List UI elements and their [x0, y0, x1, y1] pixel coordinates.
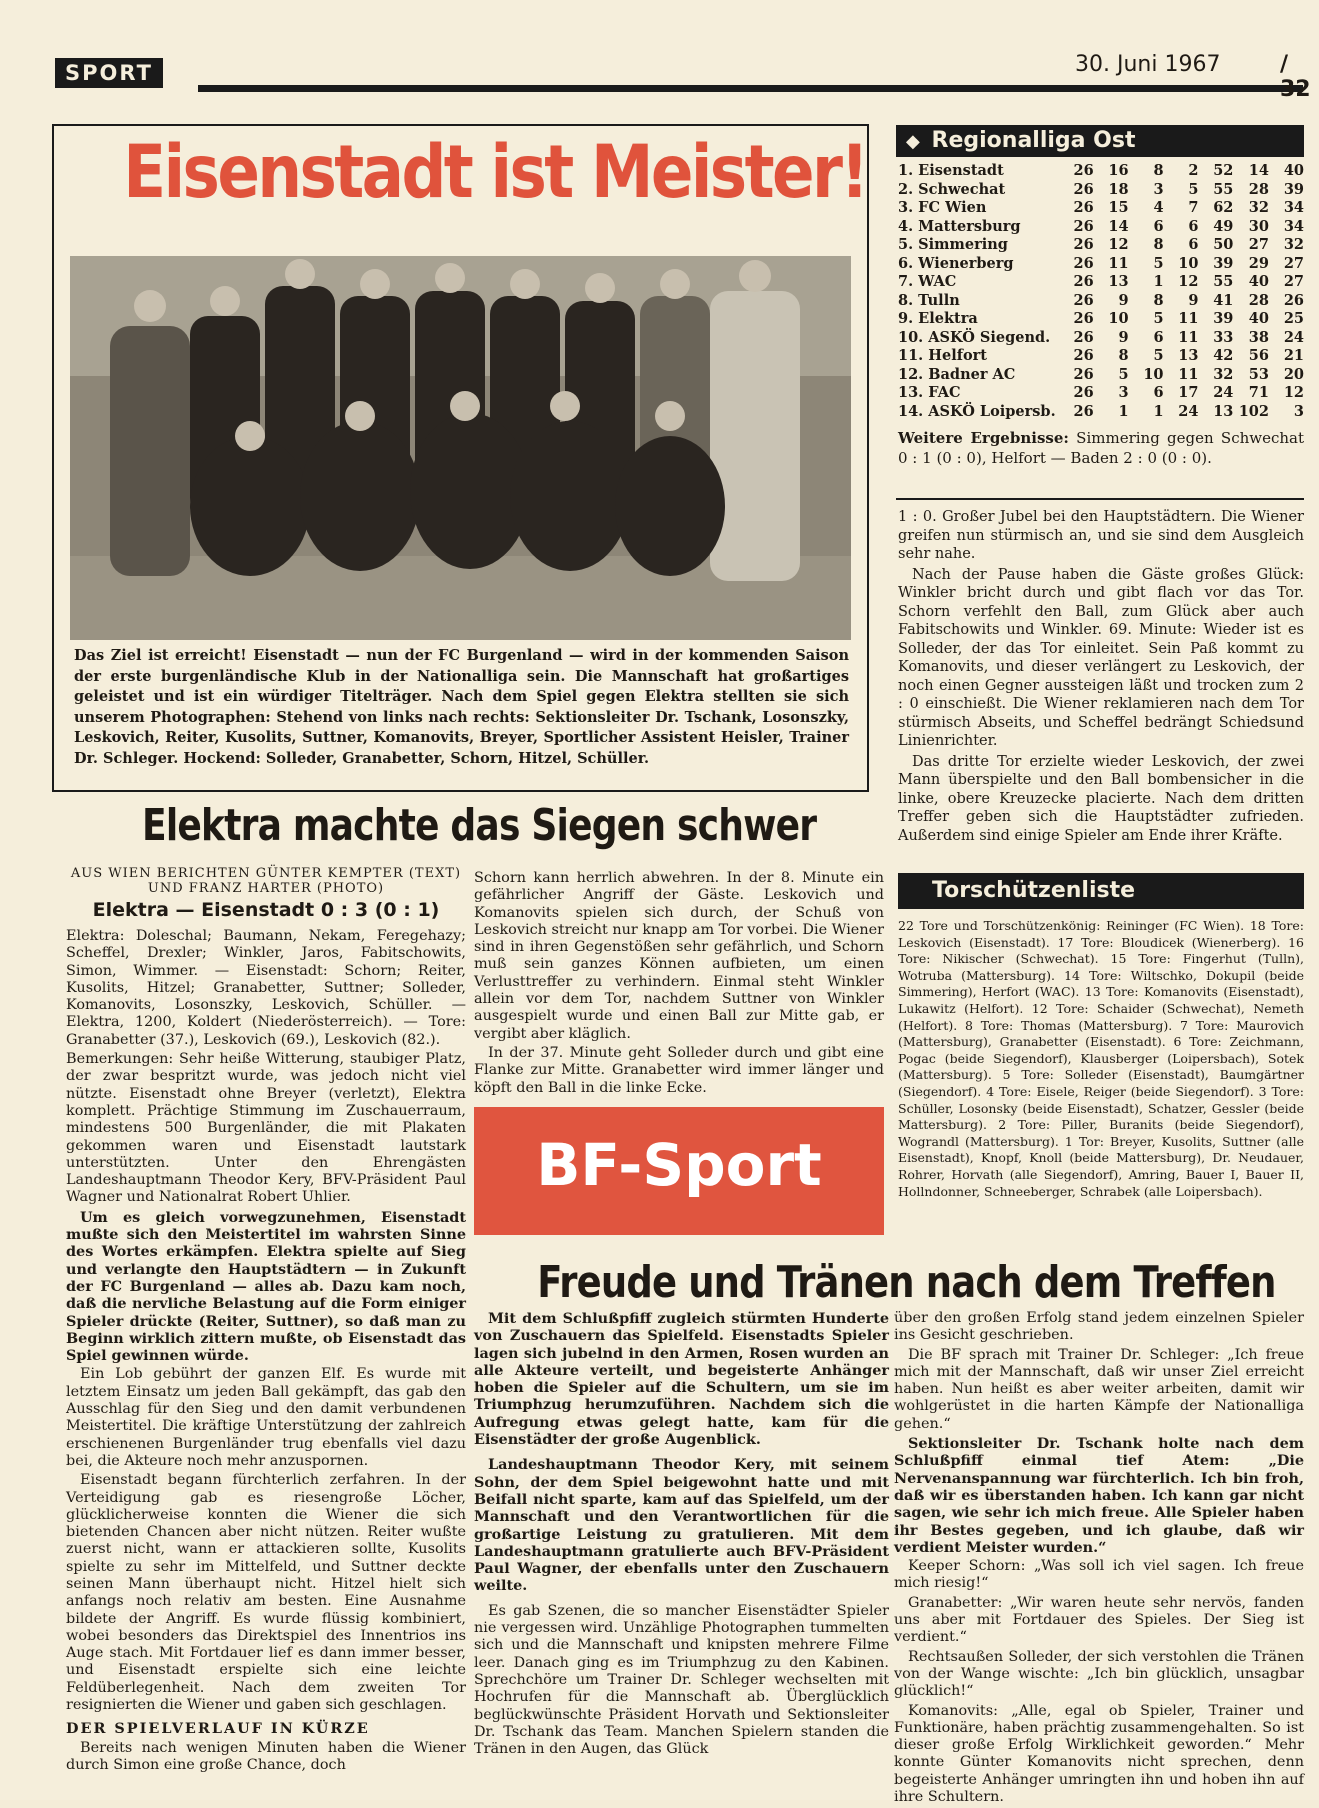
- league-table-row: [898, 162, 1304, 181]
- table-value: 10: [1108, 310, 1129, 327]
- team-name: 9. Elektra: [898, 310, 978, 327]
- table-value: 12: [1178, 273, 1199, 290]
- table-value: 28: [1248, 180, 1269, 198]
- table-value: 26: [1073, 236, 1094, 253]
- table-value: 26: [1073, 273, 1094, 290]
- league-table-row: [898, 273, 1304, 292]
- table-value: 8: [1153, 291, 1164, 309]
- table-value: 13: [1178, 347, 1199, 364]
- table-value: 11: [1178, 365, 1199, 383]
- team-photo-illustration: [70, 256, 851, 640]
- team-name: 4. Mattersburg: [898, 217, 1021, 235]
- table-value: 6: [1188, 236, 1199, 253]
- remarks-paragraph: Bemerkungen: Sehr heiße Witterung, staubiger Platz, der zwar bespritzt wurde, was jedoch nicht viel nützte. Eisenstadt ohne Breyer (verletzt), Elektra komplett. Prächtige Stimmung im Zuschauerraum, mindestens 500 Burgenländer, die mit Plakaten gekommen waren und Eisenstadt lautstark unterstützten. Unter den Ehrengästen Landeshauptmann Theodor Kery, BFV-Präsident Paul Wagner und Nationalrat Robert Uhlier.: [66, 1051, 466, 1206]
- table-value: 26: [1073, 180, 1094, 198]
- table-value: 33: [1213, 328, 1234, 346]
- table-value: 55: [1213, 180, 1234, 198]
- table-value: 26: [1073, 199, 1094, 216]
- report-paragraph: Komanovits: „Alle, egal ob Spieler, Trainer und Funktionäre, haben prächtig zusammengehalten. So ist dieser große Erfolg Wirklichkeit geworden.“ Mehr konnte Günter Komanovits nicht sprechen, denn begeisterte Anhänger umringten ihn und hoben ihn auf ihre Schultern.: [894, 1702, 1304, 1806]
- table-value: 18: [1108, 180, 1129, 198]
- table-value: 21: [1283, 347, 1304, 364]
- table-value: 5: [1153, 347, 1164, 364]
- page-number: / 32: [1280, 52, 1311, 102]
- further-results-label: Weitere Ergebnisse:: [898, 429, 1069, 447]
- table-value: 5: [1118, 365, 1129, 383]
- team-name: 12. Badner AC: [898, 365, 1016, 383]
- report-paragraph: Nach der Pause haben die Gäste großes Glück: Winkler bricht durch und gibt flach vor das Tor. Schorn verfehlt den Ball, zum Glück aber auch Fabitschowits und Winkler. 69. Minute: Wieder ist es Solleder, der das Tor einleitet. Sein Paß kommt zu Komanovits, und dieser verlängert zu Leskovich, der noch einen Gegner aussteigen läßt und trocken zum 2 : 0 einschießt. Die Wiener reklamieren nach dem Tor stürmisch Abseits, und Scheffel bedrängt Schiedsund Linienrichter.: [898, 566, 1304, 749]
- further-results-text: Simmering gegen Schwechat 0 : 1 (0 : 0), Helfort — Baden 2 : 0 (0 : 0).: [898, 429, 1304, 467]
- table-value: 26: [1073, 384, 1094, 401]
- table-value: 32: [1248, 199, 1269, 216]
- report-paragraph: Sektionsleiter Dr. Tschank holte nach dem Schlußpfiff einmal tief Atem: „Die Nervenanspannung war fürchterlich. Ich bin froh, daß wir es überstanden haben. Ich kann gar nicht sagen, wie sehr ich mich freue. Alle Spieler haben ihr Bestes gegeben, und ich glaube, daß wir verdient Meister wurden.“: [894, 1435, 1304, 1556]
- league-table-row: [898, 366, 1304, 385]
- team-name: 14. ASKÖ Loipersb.: [898, 402, 1056, 420]
- league-table-row: [898, 403, 1304, 422]
- table-value: 40: [1248, 273, 1269, 290]
- table-value: 7: [1188, 199, 1199, 216]
- table-value: 102: [1238, 402, 1269, 420]
- report-paragraph: Landeshauptmann Theodor Kery, mit seinem Sohn, der dem Spiel beigewohnt hatte und mit Beifall nicht sparte, kam auf das Spielfeld, um der Mannschaft und den Verantwortlichen für die großartige Leistung zu gratulieren. Mit dem Landeshauptmann gratulierte auch BFV-Präsident Paul Wagner, der ebenfalls unter den Zuschauern weilte.: [474, 1456, 889, 1595]
- table-value: 32: [1213, 365, 1234, 383]
- table-value: 8: [1153, 236, 1164, 253]
- table-value: 62: [1213, 199, 1234, 216]
- section-label: SPORT: [55, 58, 163, 88]
- table-value: 52: [1213, 162, 1234, 179]
- report-paragraph: Ein Lob gebührt der ganzen Elf. Es wurde mit letztem Einsatz um jeden Ball gekämpft, das gab den Ausschlag für den Sieg und den damit verbundenen Meistertitel. Die kräftige Unterstützung der zahlreich erschienenen Burgenländer trug ebenfalls viel dazu bei, die Akteure noch mehr anzuspornen.: [66, 1366, 466, 1469]
- table-value: 26: [1073, 310, 1094, 327]
- table-value: 29: [1248, 254, 1269, 272]
- table-value: 28: [1248, 291, 1269, 309]
- report-paragraph: Es gab Szenen, die so mancher Eisenstädter Spieler nie vergessen wird. Unzählige Photographen tummelten sich und die Mannschaft und knipsten mehrere Filme leer. Danach ging es im Triumphzug zu den Kabinen. Sprechchöre um Trainer Dr. Schleger wechselten mit Hochrufen für die Mannschaft ab. Überglücklich beglückwünschte Präsident Horvath und Sektionsleiter Dr. Tschank das Team. Manchen Spielern standen die Tränen in den Augen, das Glück: [474, 1602, 889, 1758]
- table-value: 1: [1153, 273, 1164, 290]
- table-value: 2: [1188, 162, 1199, 179]
- team-name: 8. Tulln: [898, 291, 960, 309]
- table-value: 40: [1283, 162, 1304, 179]
- table-value: 5: [1188, 180, 1199, 198]
- report-paragraph: Granabetter: „Wir waren heute sehr nervös, fanden uns aber mit Fortdauer des Spieles. Der Sieg ist verdient.“: [894, 1594, 1304, 1646]
- table-value: 42: [1213, 347, 1234, 364]
- score-line: Elektra — Eisenstadt 0 : 3 (0 : 1): [92, 899, 440, 921]
- table-value: 13: [1108, 273, 1129, 290]
- team-name: 11. Helfort: [898, 347, 987, 364]
- table-value: 34: [1283, 217, 1304, 235]
- table-value: 25: [1283, 310, 1304, 327]
- table-value: 27: [1248, 236, 1269, 253]
- league-table-title-text: Regionalliga Ost: [931, 128, 1136, 153]
- match-report-middle: [474, 870, 884, 1099]
- report-paragraph: 1 : 0. Großer Jubel bei den Hauptstädtern. Die Wiener greifen nun stürmisch an, und sie sind dem Ausgleich sehr nahe.: [898, 509, 1304, 562]
- table-value: 50: [1213, 236, 1234, 253]
- table-value: 12: [1283, 384, 1304, 401]
- league-table-row: [898, 310, 1304, 329]
- celebration-report-continued: [894, 1310, 1304, 1808]
- table-value: 12: [1108, 236, 1129, 253]
- table-value: 5: [1153, 310, 1164, 327]
- report-paragraph: Keeper Schorn: „Was soll ich viel sagen. Ich freue mich riesig!“: [894, 1558, 1304, 1592]
- bf-sport-banner: [474, 1107, 884, 1235]
- further-results: [898, 428, 1304, 468]
- report-paragraph: Rechtsaußen Solleder, der sich verstohlen die Tränen von der Wange wischte: „Ich bin glücklich, unsagbar glücklich!“: [894, 1648, 1304, 1700]
- league-table: [898, 162, 1304, 421]
- table-value: 34: [1283, 199, 1304, 216]
- team-name: 6. Wienerberg: [898, 254, 1014, 272]
- article-headline: Freude und Tränen nach dem Treffen: [537, 1257, 1276, 1308]
- celebration-report: [474, 1310, 889, 1766]
- table-value: 27: [1283, 273, 1304, 290]
- table-value: 9: [1118, 291, 1129, 309]
- table-value: 3: [1118, 384, 1129, 401]
- table-value: 56: [1248, 347, 1269, 364]
- table-value: 32: [1283, 236, 1304, 253]
- table-value: 26: [1073, 365, 1094, 383]
- match-report-continued: [898, 508, 1304, 847]
- table-value: 16: [1108, 162, 1129, 179]
- table-value: 26: [1073, 402, 1094, 420]
- subheading: DER SPIELVERLAUF IN KÜRZE: [66, 1720, 370, 1738]
- league-table-row: [898, 181, 1304, 200]
- table-value: 1: [1153, 402, 1164, 420]
- table-value: 9: [1118, 328, 1129, 346]
- team-name: 5. Simmering: [898, 236, 1008, 253]
- table-value: 11: [1178, 328, 1199, 346]
- table-value: 8: [1118, 347, 1129, 364]
- report-paragraph: In der 37. Minute geht Solleder durch und gibt eine Flanke zur Mitte. Granabetter wird immer länger und köpft den Ball in die linke Ecke.: [474, 1044, 884, 1096]
- table-value: 14: [1108, 217, 1129, 235]
- table-value: 4: [1153, 199, 1164, 216]
- report-paragraph: Das dritte Tor erzielte wieder Leskovich, der zwei Mann überspielte und den Ball bombensicher in die linke, obere Kreuzecke placierte. Nach dem dritten Treffer geben sich die Hauptstädter zufrieden. Außerdem sind einige Spieler am Ende ihrer Kräfte.: [898, 753, 1304, 844]
- scorers-list: 22 Tore und Torschützenkönig: Reininger (FC Wien). 18 Tore: Leskovich (Eisenstadt). 17 Tore: Bloudicek (Wienerberg). 16 Tore: Nikischer (Schwechat). 15 Tore: Fingerhut (Tulln), Wotruba (Mattersburg). 14 Tore: Wiltschko, Dokupil (beide Simmering), Herfort (WAC). 13 Tore: Komanovits (Eisenstadt), Lukawitz (Helfort). 12 Tore: Schaider (Schwechat), Nemeth (Helfort). 8 Tore: Thomas (Mattersburg). 7 Tore: Maurovich (Mattersburg), Granabetter (Eisenstadt). 6 Tore: Zeichmann, Pogac (beide Siegendorf), Klausberger (Loipersbach), Sotek (Mattersburg). 5 Tore: Solleder (Eisenstadt), Baumgärtner (Siegendorf). 4 Tore: Eisele, Reiger (beide Siegendorf). 3 Tore: Schüller, Losonsky (beide Eisenstadt), Schatzer, Gessler (beide Mattersburg). 2 Tore: Piller, Buranits (beide Siegendorf), Wograndl (Mattersburg). 1 Tor: Breyer, Kusolits, Suttner (alle Eisenstadt), Knopf, Knoll (beide Mattersburg), Dr. Neudauer, Rohrer, Horvath (alle Siegendorf), Amring, Bauer I, Bauer II, Hollndonner, Schneeberger, Schrabek (alle Loipersbach).: [898, 918, 1304, 1199]
- table-value: 1: [1118, 402, 1129, 420]
- league-table-row: [898, 329, 1304, 348]
- team-name: 1. Eisenstadt: [898, 162, 1004, 179]
- table-value: 6: [1188, 217, 1199, 235]
- table-value: 55: [1213, 273, 1234, 290]
- table-value: 17: [1178, 384, 1199, 401]
- table-value: 24: [1178, 402, 1199, 420]
- table-value: 11: [1178, 310, 1199, 327]
- team-name: 2. Schwechat: [898, 180, 1006, 198]
- lead-story-box: [52, 124, 869, 792]
- report-paragraph: Schorn kann herrlich abwehren. In der 8. Minute ein gefährlicher Angriff der Gäste. Leskovich und Komanovits spielen sich durch, der Schuß von Leskovich streicht nur knapp am Tor vorbei. Die Wiener sind in ihren Gegenstößen sehr gefährlich, und Schorn muß sein ganzes Können aufbieten, um einen Verlusttreffer zu verhindern. Einmal steht Winkler allein vor dem Tor, nachdem Suttner von Winkler ausgespielt wurde und einen Ball zur Mitte gab, er vergibt aber kläglich.: [474, 870, 884, 1042]
- report-paragraph: über den großen Erfolg stand jedem einzelnen Spieler ins Gesicht geschrieben.: [894, 1310, 1304, 1344]
- table-value: 14: [1248, 162, 1269, 179]
- table-value: 26: [1073, 328, 1094, 346]
- league-table-body: [898, 162, 1304, 421]
- table-value: 6: [1153, 328, 1164, 346]
- report-paragraph: Die BF sprach mit Trainer Dr. Schleger: „Ich freue mich mit der Mannschaft, daß wir unser Ziel erreicht haben. Nun heißt es aber weiter arbeiten, damit wir wohlgerüstet in die harten Kämpfe der Nationalliga gehen.“: [894, 1346, 1304, 1432]
- table-value: 5: [1153, 254, 1164, 272]
- table-value: 11: [1108, 254, 1129, 272]
- team-name: 7. WAC: [898, 273, 957, 290]
- league-table-row: [898, 384, 1304, 403]
- table-value: 40: [1248, 310, 1269, 327]
- diamond-icon: ◆: [906, 131, 920, 152]
- table-value: 41: [1213, 291, 1234, 309]
- table-value: 26: [1073, 217, 1094, 235]
- table-value: 39: [1283, 180, 1304, 198]
- table-value: 3: [1153, 180, 1164, 198]
- league-table-row: [898, 292, 1304, 311]
- table-value: 30: [1248, 217, 1269, 235]
- bf-sport-label: BF-Sport: [536, 1131, 822, 1199]
- photo-caption: Das Ziel ist erreicht! Eisenstadt — nun der FC Burgenland — wird in der kommenden Saison der erste burgenländische Klub in der Nationalliga sein. Die Mannschaft hat großartiges geleistet und ist ein würdiger Titelträger. Nach dem Spiel gegen Elektra stellten sie sich unserem Photographen: Stehend von links nach rechts: Sektionsleiter Dr. Tschank, Losonszky, Leskovich, Reiter, Kusolits, Suttner, Komanovits, Breyer, Sportlicher Assistent Heisler, Trainer Dr. Schleger. Hockend: Solleder, Granabetter, Schorn, Hitzel, Schüller.: [74, 647, 849, 767]
- team-name: 13. FAC: [898, 384, 961, 401]
- table-value: 24: [1283, 328, 1304, 346]
- article-headline: Elektra machte das Siegen schwer: [142, 800, 817, 851]
- lineup-paragraph: Elektra: Doleschal; Baumann, Nekam, Feregehazy; Scheffel, Drexler; Winkler, Jaros, Fabitschowits, Simon, Wimmer. — Eisenstadt: Schorn; Reiter, Kusolits, Hitzel; Granabetter, Suttner; Solleder, Komanovits, Losonszky, Leskovich, Schüller. — Elektra, 1200, Koldert (Niederösterreich). — Tore: Granabetter (37.), Leskovich (69.), Leskovich (82.).: [66, 928, 466, 1048]
- table-value: 24: [1213, 384, 1234, 401]
- table-value: 39: [1213, 254, 1234, 272]
- league-table-row: [898, 199, 1304, 218]
- league-table-row: [898, 218, 1304, 237]
- table-value: 26: [1073, 162, 1094, 179]
- table-value: 49: [1213, 217, 1234, 235]
- issue-date: 30. Juni 1967: [1075, 52, 1221, 77]
- league-table-row: [898, 255, 1304, 274]
- table-value: 38: [1248, 328, 1269, 346]
- table-value: 20: [1283, 365, 1304, 383]
- table-value: 26: [1073, 291, 1094, 309]
- table-value: 8: [1153, 162, 1164, 179]
- league-table-title: [896, 125, 1304, 157]
- table-value: 71: [1248, 384, 1269, 401]
- table-value: 26: [1073, 254, 1094, 272]
- table-value: 10: [1178, 254, 1199, 272]
- league-table-row: [898, 236, 1304, 255]
- match-report: [66, 928, 466, 1776]
- table-value: 13: [1213, 402, 1234, 420]
- report-paragraph: Mit dem Schlußpfiff zugleich stürmten Hunderte von Zuschauern das Spielfeld. Eisenstadts Spieler lagen sich jubelnd in den Armen, Rosen wurden an alle Akteure verteilt, und begeisterte Anhänger hoben die Spieler auf die Schultern, um sie im Triumphzug herumzuführen. Nachdem sich die Aufregung etwas gelegt hatte, kam für die Eisenstädter der große Augenblick.: [474, 1310, 889, 1449]
- table-value: 10: [1143, 365, 1164, 383]
- table-value: 9: [1188, 291, 1199, 309]
- team-name: 3. FC Wien: [898, 199, 987, 216]
- scorers-title: Torschützenliste: [898, 873, 1304, 909]
- table-value: 39: [1213, 310, 1234, 327]
- league-table-row: [898, 347, 1304, 366]
- table-value: 26: [1073, 347, 1094, 364]
- report-paragraph: Bereits nach wenigen Minuten haben die Wiener durch Simon eine große Chance, doch: [66, 1739, 466, 1773]
- byline: AUS WIEN BERICHTEN GÜNTER KEMPTER (TEXT) UND FRANZ HARTER (PHOTO): [70, 866, 462, 896]
- report-paragraph: Eisenstadt begann fürchterlich zerfahren. In der Verteidigung gab es riesengroße Löcher, glücklicherweise konnten die Wiener die sich bietenden Chancen aber nicht nützen. Reiter wußte zuerst nicht, wann er attackieren sollte, Kusolits spielte zu sehr im Mittelfeld, und Suttner deckte seinen Mann überhaupt nicht. Hitzel hielt sich anfangs noch relativ am besten. Eine Ausnahme bildete der Angriff. Es wurde flüssig kombiniert, wobei besonders das Direktspiel des Innentrios ins Auge stach. Mit Fortdauer lief es dann immer besser, und Eisenstadt erspielte sich eine leichte Feldüberlegenheit. Nach dem zweiten Tor resignierten die Wiener und gaben sich geschlagen.: [66, 1472, 466, 1714]
- table-value: 27: [1283, 254, 1304, 272]
- table-value: 15: [1108, 199, 1129, 216]
- column-rule: [896, 498, 1304, 500]
- team-name: 10. ASKÖ Siegend.: [898, 328, 1051, 346]
- table-value: 6: [1153, 384, 1164, 401]
- team-photo: [70, 256, 851, 640]
- table-value: 26: [1283, 291, 1304, 309]
- header-rule: [198, 85, 1303, 92]
- table-value: 53: [1248, 365, 1269, 383]
- table-value: 3: [1293, 402, 1304, 420]
- report-paragraph: Um es gleich vorwegzunehmen, Eisenstadt mußte sich den Meistertitel im wahrsten Sinne des Wortes erkämpfen. Elektra spielte auf Sieg und verlangte den Hauptstädtern — in Zukunft der FC Burgenland — alles ab. Dazu kam noch, daß die nervliche Belastung auf die Form einiger Spieler drückte (Reiter, Suttner), so daß man zu Beginn wirklich zittern mußte, ob Eisenstadt das Spiel gewinnen würde.: [66, 1208, 466, 1365]
- lead-headline: Eisenstadt ist Meister!: [123, 130, 867, 215]
- table-value: 6: [1153, 217, 1164, 235]
